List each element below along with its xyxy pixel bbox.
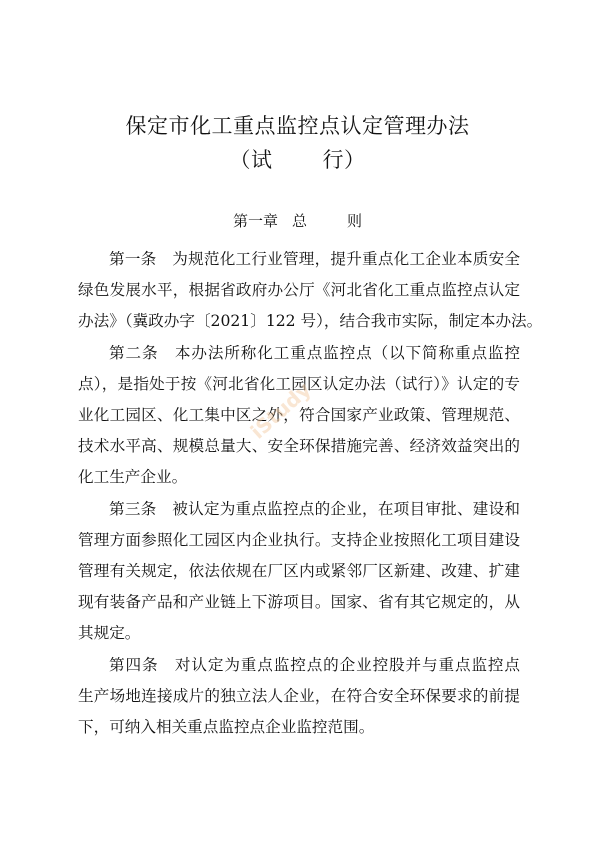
- article-4-line-2: 生产场地连接成片的独立法人企业，在符合安全环保要求的前提: [78, 687, 520, 705]
- article-1-line-1: 第一条 为规范化工行业管理，提升重点化工企业本质安全: [109, 250, 520, 268]
- article-4-line-1: 第四条 对认定为重点监控点的企业控股并与重点监控点: [109, 656, 520, 674]
- article-3-line-4: 现有装备产品和产业链上下游项目。国家、省有其它规定的，从: [78, 593, 520, 611]
- chapter-word-2: 则: [347, 212, 363, 230]
- article-2-line-3: 业化工园区、化工集中区之外，符合国家产业政策、管理规范、: [78, 406, 520, 424]
- subtitle-close: 行）: [322, 148, 366, 172]
- article-2-line-5: 化工生产企业。: [78, 468, 188, 486]
- chapter-word-1: 总: [291, 212, 307, 230]
- chapter-heading: [0, 210, 595, 232]
- article-2-line-1: 第二条 本办法所称化工重点监控点（以下简称重点监控: [109, 344, 520, 362]
- article-3-line-5: 其规定。: [78, 624, 141, 642]
- article-2-line-2: 点），是指处于按《河北省化工园区认定办法（试行）》认定的专: [78, 375, 520, 393]
- article-3-line-1: 第三条 被认定为重点监控点的企业，在项目审批、建设和: [109, 500, 520, 518]
- document-subtitle: [0, 146, 595, 174]
- subtitle-open: （试: [229, 148, 273, 172]
- watermark-logo: iStudy: [245, 377, 316, 444]
- chapter-number: 第一章: [232, 212, 278, 230]
- article-2-line-4: 技术水平高、规模总量大、安全环保措施完善、经济效益突出的: [78, 437, 520, 455]
- article-3-line-2: 管理方面参照化工园区内企业执行。支持企业按照化工项目建设: [78, 531, 520, 549]
- article-1-line-3: 办法》（冀政办字〔2021〕122 号），结合我市实际，制定本办法。: [78, 312, 543, 330]
- article-3-line-3: 管理有关规定，依法依规在厂区内或紧邻厂区新建、改建、扩建: [78, 562, 520, 580]
- article-4-line-3: 下，可纳入相关重点监控点企业监控范围。: [78, 718, 375, 736]
- document-title: 保定市化工重点监控点认定管理办法: [125, 114, 470, 138]
- article-1-line-2: 绿色发展水平，根据省政府办公厅《河北省化工重点监控点认定: [78, 281, 520, 299]
